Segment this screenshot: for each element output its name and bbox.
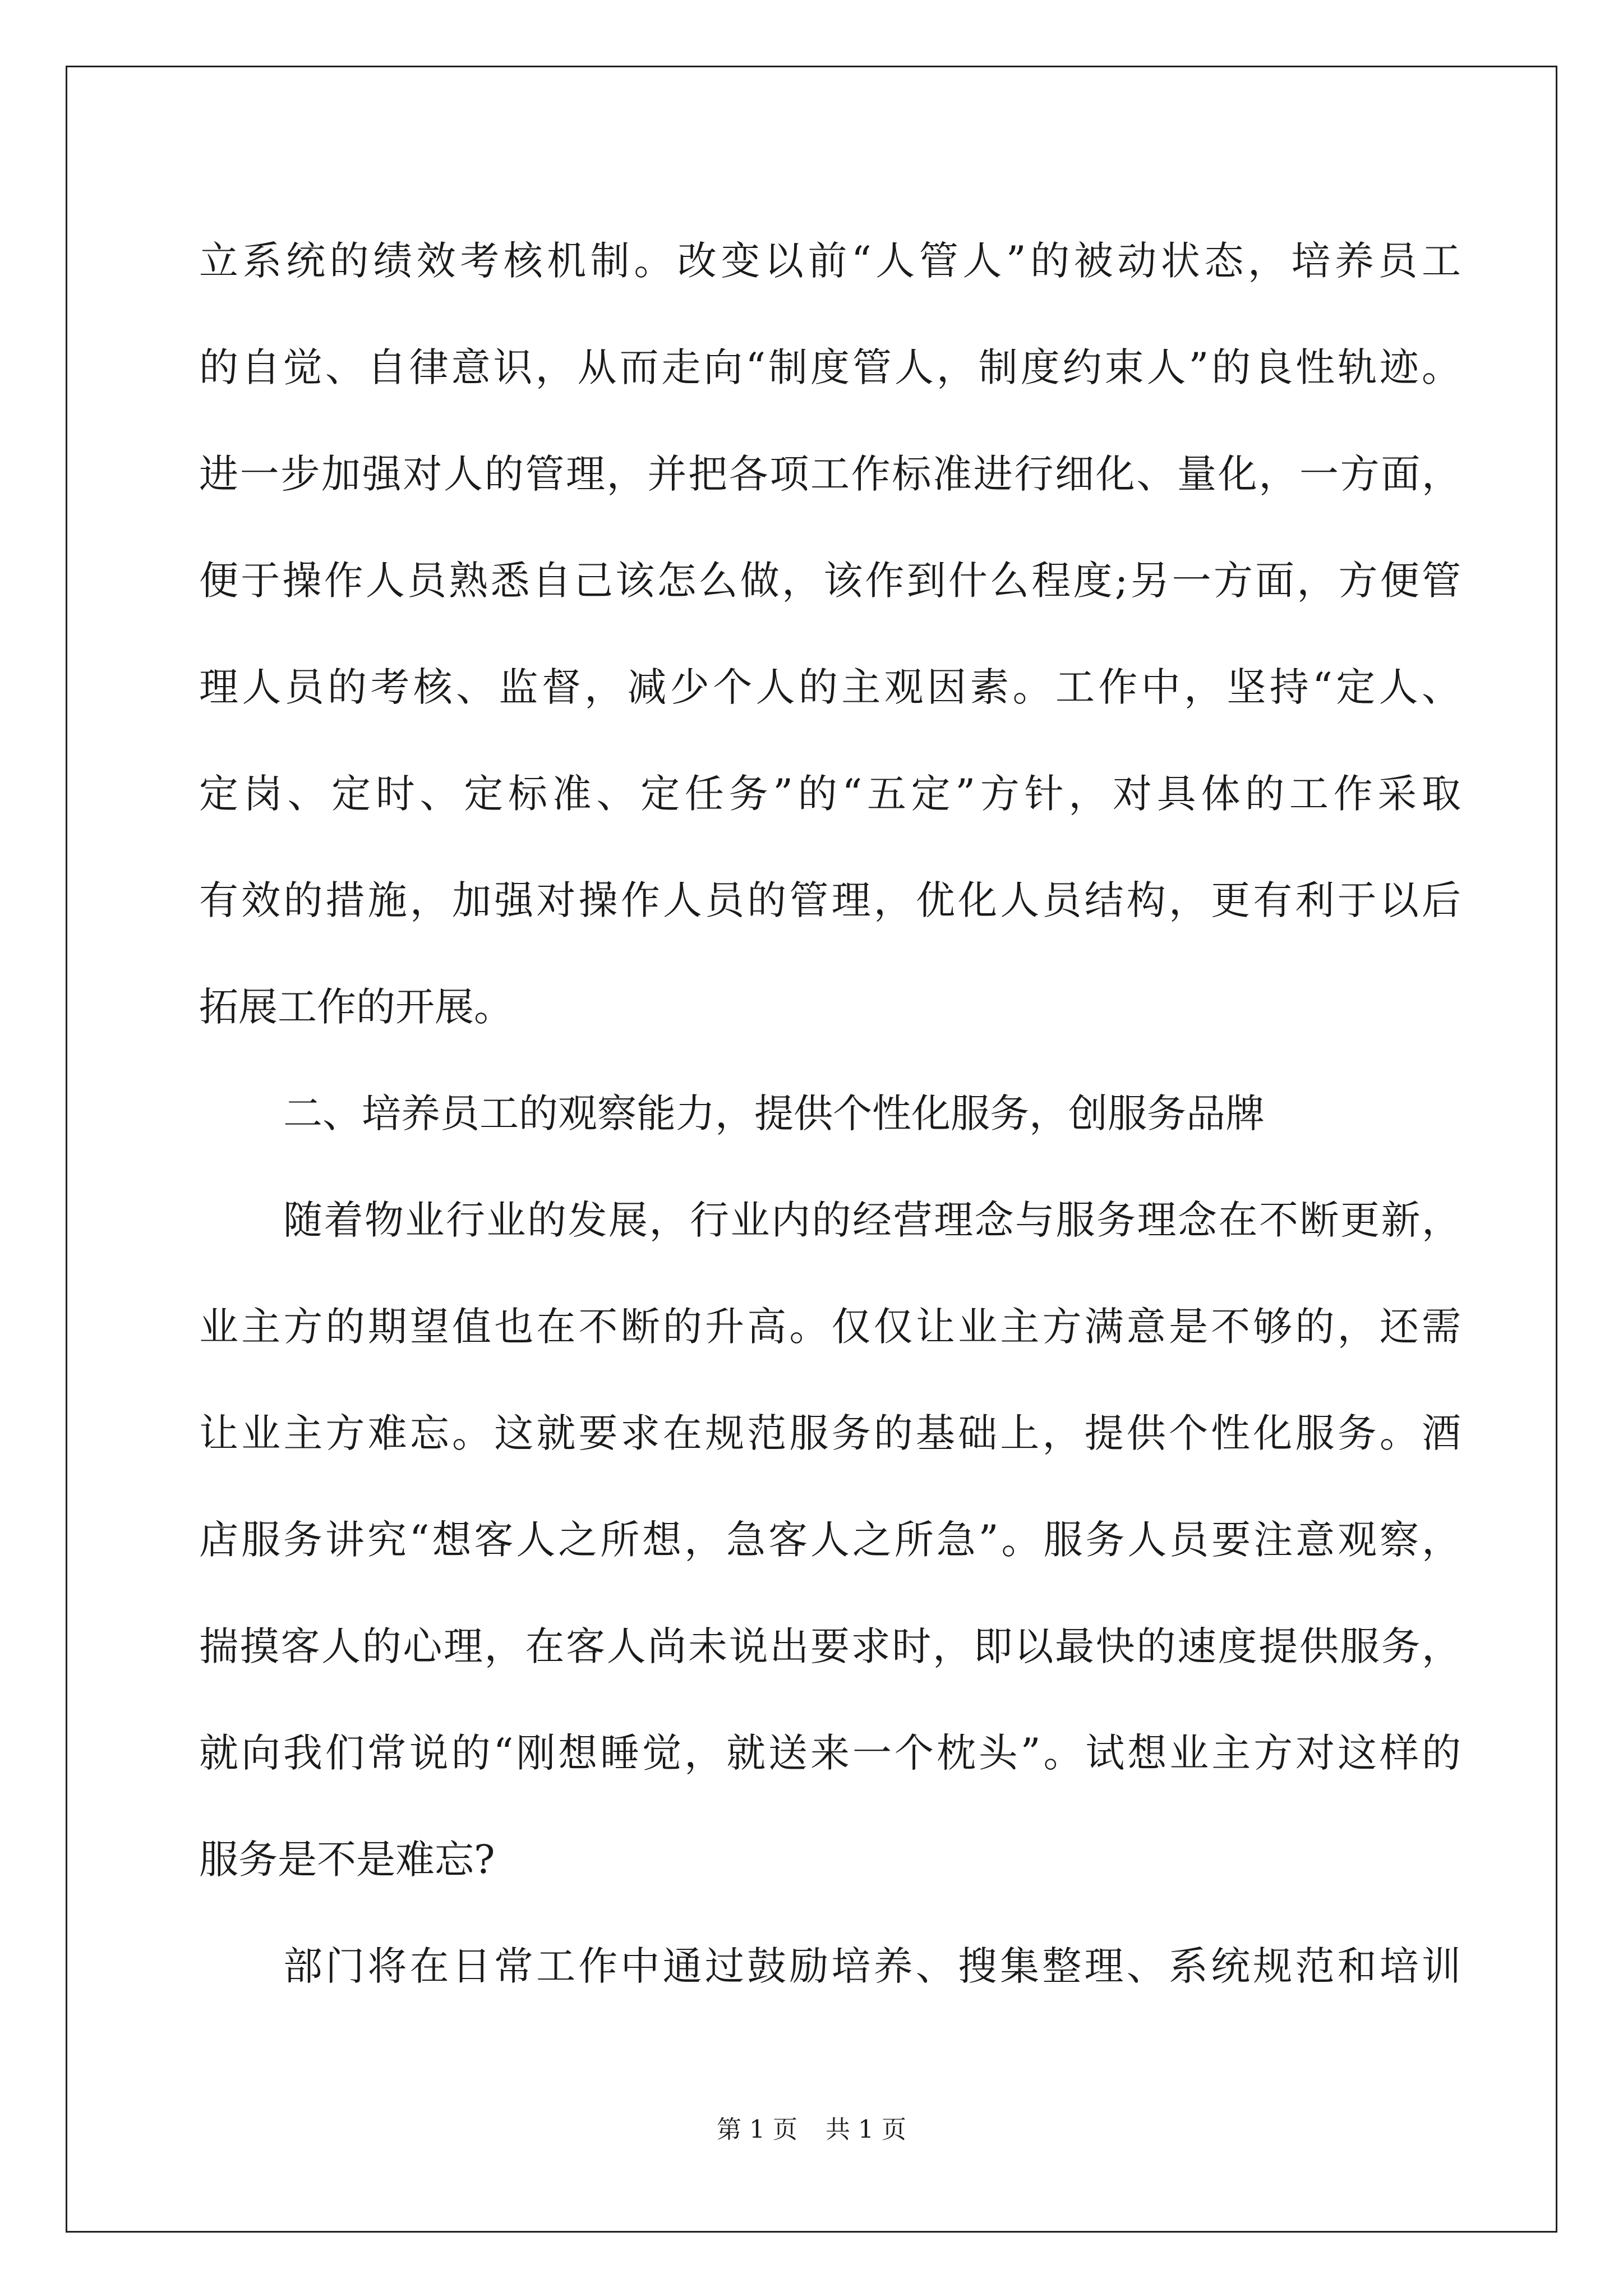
paragraph-line-first: 部门将在日常工作中通过鼓励培养、搜集整理、系统规范和培训 — [283, 1943, 1461, 1989]
paragraph-line: 定岗、定时、定标准、定任务”的“五定”方针，对具体的工作采取 — [199, 771, 1461, 817]
page-total: 共 1 页 — [826, 2115, 906, 2144]
paragraph-line: 揣摸客人的心理，在客人尚未说出要求时，即以最快的速度提供服务， — [199, 1623, 1461, 1669]
paragraph-line-last: 服务是不是难忘? — [199, 1837, 495, 1883]
paragraph-line: 让业主方难忘。这就要求在规范服务的基础上，提供个性化服务。酒 — [199, 1410, 1461, 1456]
paragraph-line: 有效的措施，加强对操作人员的管理，优化人员结构，更有利于以后 — [199, 877, 1461, 923]
paragraph-line: 便于操作人员熟悉自己该怎么做，该作到什么程度;另一方面，方便管 — [199, 558, 1461, 604]
paragraph-line: 立系统的绩效考核机制。改变以前“人管人”的被动状态，培养员工 — [199, 238, 1461, 284]
document-body — [199, 208, 1461, 2019]
paragraph-line: 的自觉、自律意识，从而走向“制度管人，制度约束人”的良性轨迹。 — [199, 344, 1461, 390]
paragraph-line: 理人员的考核、监督，减少个人的主观因素。工作中，坚持“定人、 — [199, 664, 1461, 710]
paragraph-line-last: 拓展工作的开展。 — [199, 984, 513, 1030]
paragraph-line: 业主方的期望值也在不断的升高。仅仅让业主方满意是不够的，还需 — [199, 1304, 1461, 1350]
paragraph-line-first: 随着物业行业的发展，行业内的经营理念与服务理念在不断更新， — [283, 1197, 1461, 1243]
paragraph-line: 店服务讲究“想客人之所想，急客人之所急”。服务人员要注意观察， — [199, 1517, 1461, 1563]
paragraph-line: 进一步加强对人的管理，并把各项工作标准进行细化、量化，一方面， — [199, 451, 1461, 497]
paragraph-line: 就向我们常说的“刚想睡觉，就送来一个枕头”。试想业主方对这样的 — [199, 1730, 1461, 1776]
page-footer — [0, 2109, 1623, 2145]
page-number: 第 1 页 — [717, 2115, 797, 2144]
section-heading: 二、培养员工的观察能力，提供个性化服务，创服务品牌 — [283, 1091, 1265, 1137]
